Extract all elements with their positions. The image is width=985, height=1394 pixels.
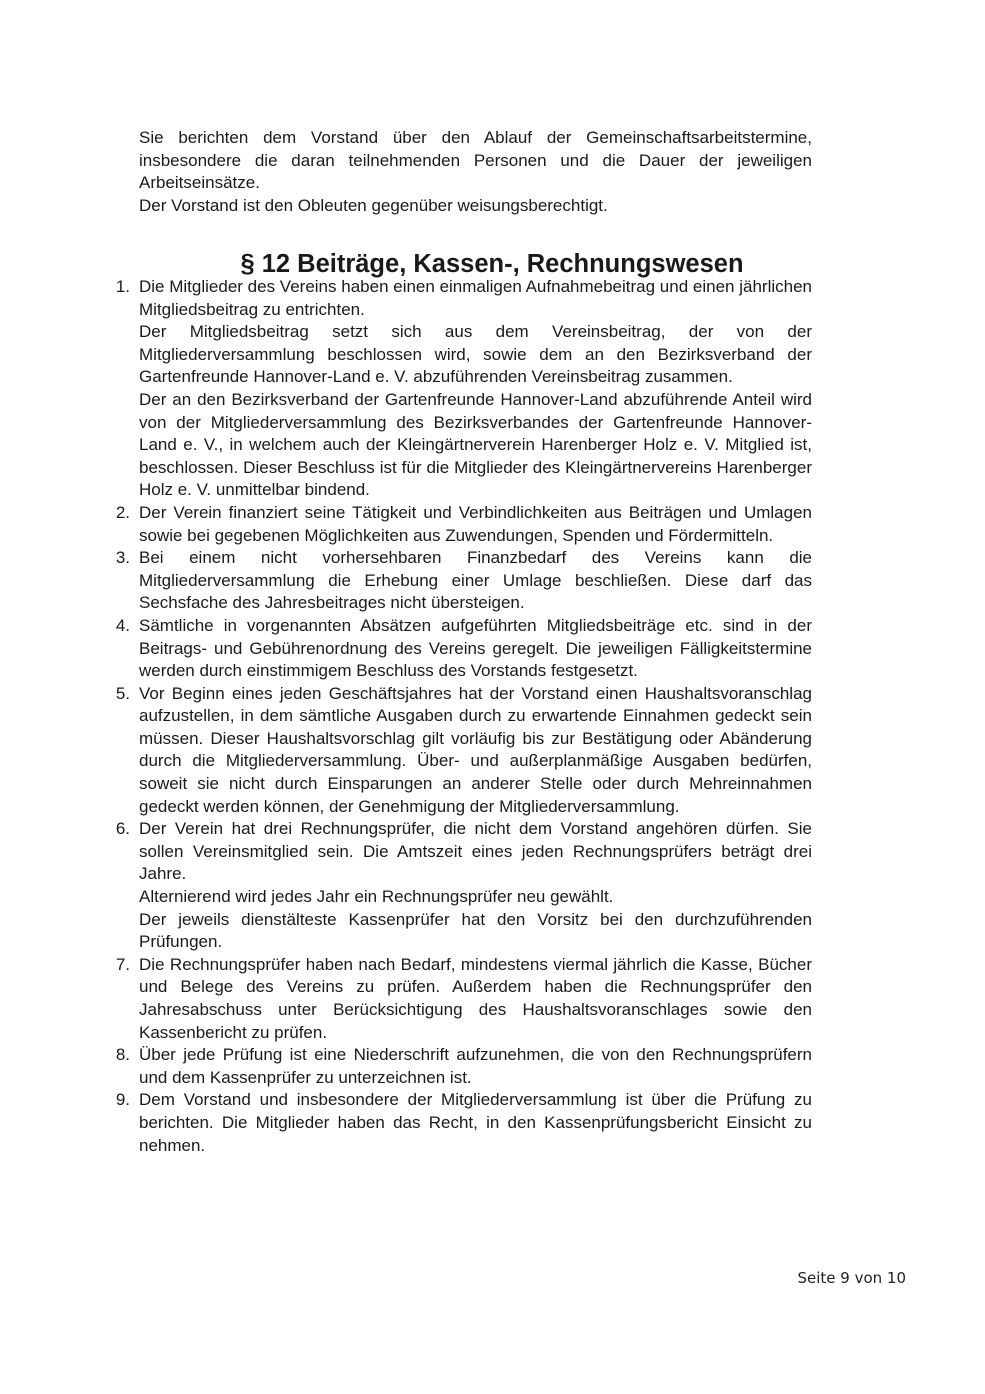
list-item-number: 5. [115, 683, 130, 703]
list-item-number: 1. [115, 277, 130, 296]
list-item-body [139, 1089, 812, 1157]
list-item-paragraph: Der an den Bezirksverband der Gartenfreunde Hannover-Land abzuführende Anteil wird von der Mitgliederversammlung des Bezirksverbandes der Gartenfreunde Hannover-Land e. V., in welchem auch der Kleingärtnerverein Harenberger Holz e. V. Mitglied ist, beschlossen. Dieser Beschluss ist für die Mitglieder des Kleingärtnervereins Harenberger Holz e. V. unmittelbar bindend. [139, 389, 812, 500]
intro-paragraph: Sie berichten dem Vorstand über den Ablauf der Gemeinschaftsarbeitstermine, insbesondere die daran teilnehmenden Personen und die Dauer der jeweiligen Arbeitseinsätze. [139, 128, 812, 193]
list-item-paragraph: Die Rechnungsprüfer haben nach Bedarf, mindestens viermal jährlich die Kasse, Bücher und Belege des Vereins zu prüfen. Außerdem haben die Rechnungsprüfer den Jahresabschuss unter Berücksichtigung des Haushaltsvoranschlages sowie den Kassenbericht zu prüfen. [139, 954, 812, 1042]
list-item-paragraph: Der Verein hat drei Rechnungsprüfer, die nicht dem Vorstand angehören dürfen. Sie sollen Vereinsmitglied sein. Die Amtszeit eines jeden Rechnungsprüfers beträgt drei Jahre. [139, 819, 812, 884]
list-item [0, 502, 985, 547]
page-number: Seite 9 von 10 [797, 1269, 906, 1287]
list-item-paragraph: Der Mitgliedsbeitrag setzt sich aus dem Vereinsbeitrag, der von der Mitgliederversammlung beschlossen wird, sowie dem an den Bezirksverband der Gartenfreunde Hannover-Land e. V. abzuführenden Vereinsbeitrag zusammen. [139, 322, 812, 387]
intro-paragraph: Der Vorstand ist den Obleuten gegenüber weisungsberechtigt. [139, 195, 608, 215]
section-heading: § 12 Beiträge, Kassen-, Rechnungswesen [240, 250, 744, 278]
list-item [0, 954, 985, 1044]
list-item-body [139, 683, 812, 819]
list-item-paragraph: Bei einem nicht vorhersehbaren Finanzbedarf des Vereins kann die Mitgliederversammlung die Erhebung einer Umlage beschließen. Diese darf das Sechsfache des Jahresbeitrages nicht übersteigen. [139, 548, 812, 613]
intro-block [139, 127, 812, 217]
list-item-paragraph: Der Verein finanziert seine Tätigkeit und Verbindlichkeiten aus Beiträgen und Umlagen sowie bei gegebenen Möglichkeiten aus Zuwendungen, Spenden und Fördermitteln. [139, 502, 812, 545]
list-item-number: 6. [115, 819, 130, 839]
list-item-body [139, 954, 812, 1044]
list-item-body [139, 818, 812, 954]
list-item [0, 547, 985, 615]
list-item-body [139, 615, 812, 683]
list-item-paragraph: Der jeweils dienstälteste Kassenprüfer hat den Vorsitz bei den durchzuführenden Prüfungen. [139, 909, 812, 952]
list-item-number: 3. [115, 548, 130, 568]
list-item [0, 615, 985, 683]
numbered-list [0, 276, 985, 1157]
list-item-paragraph: Sämtliche in vorgenannten Absätzen aufgeführten Mitgliedsbeiträge etc. sind in der Beitrags- und Gebührenordnung des Vereins geregelt. Die jeweiligen Fälligkeitstermine werden durch einstimmigem Beschluss des Vorstands festgesetzt. [139, 615, 812, 681]
list-item [0, 1089, 985, 1157]
list-item-number: 7. [115, 954, 130, 974]
list-item-body [139, 547, 812, 615]
list-item [0, 1044, 985, 1089]
list-item-body [139, 276, 812, 502]
list-item-paragraph: Über jede Prüfung ist eine Niederschrift aufzunehmen, die von den Rechnungsprüfern und dem Kassenprüfer zu unterzeichnen ist. [139, 1045, 812, 1087]
list-item-body [139, 1044, 812, 1089]
list-item [0, 818, 985, 954]
list-item [0, 683, 985, 819]
list-item-number: 8. [115, 1045, 130, 1065]
list-item-paragraph: Dem Vorstand und insbesondere der Mitgliederversammlung ist über die Prüfung zu berichten. Die Mitglieder haben das Recht, in den Kassenprüfungsbericht Einsicht zu nehmen. [139, 1090, 812, 1155]
list-item-number: 2. [115, 502, 130, 522]
list-item-paragraph: Vor Beginn eines jeden Geschäftsjahres hat der Vorstand einen Haushaltsvoranschlag aufzustellen, in dem sämtliche Ausgaben durch zu erwartende Einnahmen gedeckt sein müssen. Dieser Haushaltsvorschlag gilt vorläufig bis zur Bestätigung oder Abänderung durch die Mitgliederversammlung. Über- und außerplanmäßige Ausgaben bedürfen, soweit sie nicht durch Einsparungen an anderer Stelle oder durch Mehreinnahmen gedeckt werden können, der Genehmigung der Mitgliederversammlung. [139, 683, 812, 816]
list-item-number: 4. [115, 615, 130, 635]
list-item-paragraph: Die Mitglieder des Vereins haben einen einmaligen Aufnahmebeitrag und einen jährlichen Mitgliedsbeitrag zu entrichten. [139, 277, 812, 319]
list-item-body [139, 502, 812, 547]
list-item [0, 276, 985, 502]
list-item-paragraph: Alternierend wird jedes Jahr ein Rechnungsprüfer neu gewählt. [139, 887, 614, 907]
list-item-number: 9. [115, 1090, 130, 1110]
